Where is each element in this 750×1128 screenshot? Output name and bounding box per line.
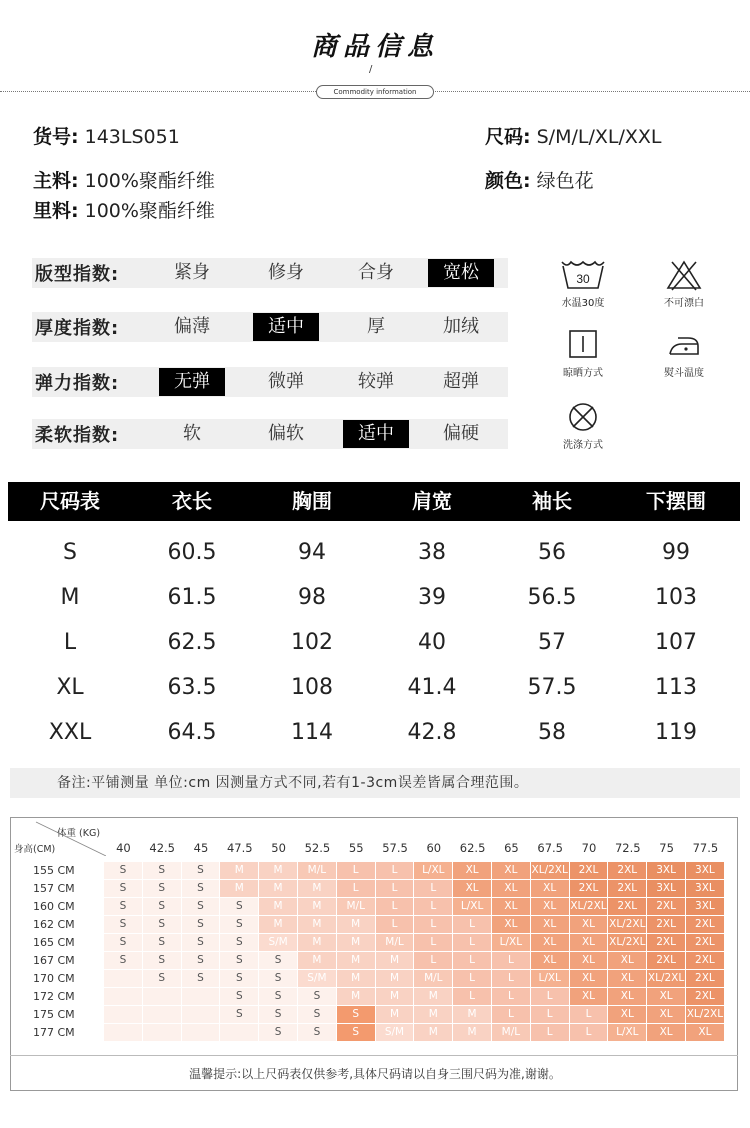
- size-recommendation-cell: M: [453, 1006, 491, 1023]
- size-cell: 40: [418, 630, 446, 655]
- fit-option: 紧身: [174, 262, 210, 283]
- size-cell: 42.8: [407, 720, 457, 745]
- height-label: 160 CM: [33, 900, 75, 913]
- size-recommendation-cell: M: [220, 862, 258, 879]
- size-recommendation-cell: XL: [570, 970, 608, 987]
- size-recommendation-cell: S: [259, 970, 297, 987]
- weight-header: 45: [193, 841, 209, 855]
- size-col-header: 胸围: [292, 489, 332, 513]
- size-cell: 108: [291, 675, 333, 700]
- size-recommendation-cell: S: [220, 952, 258, 969]
- elasticity-option: 无弹: [159, 368, 225, 396]
- size-recommendation-cell: XL: [492, 916, 530, 933]
- size-recommendation-cell: L: [376, 880, 414, 897]
- size-recommendation-cell: S: [220, 916, 258, 933]
- size-recommendation-cell: S: [143, 898, 181, 915]
- size-cell: 57.5: [527, 675, 577, 700]
- thickness-option: 厚: [367, 316, 385, 337]
- size-recommendation-cell: L/XL: [608, 1024, 646, 1041]
- softness-option: 偏硬: [443, 423, 479, 444]
- item-number-value: 143LS051: [84, 126, 180, 148]
- size-cell: 119: [655, 720, 697, 745]
- size-cell: 58: [538, 720, 566, 745]
- size-recommendation-cell: S: [298, 988, 336, 1005]
- size-cell: 41.4: [407, 675, 457, 700]
- size-recommendation-cell: L: [376, 862, 414, 879]
- size-recommendation-cell: L: [414, 934, 452, 951]
- height-label: 170 CM: [33, 972, 75, 985]
- size-recommendation-cell: S: [143, 970, 181, 987]
- no-bleach-icon: [664, 258, 704, 292]
- size-recommendation-cell: L: [453, 988, 491, 1005]
- weight-header: 75: [659, 841, 674, 855]
- size-cell: 61.5: [167, 585, 217, 610]
- elasticity-index-label: 弹力指数:: [35, 373, 120, 394]
- size-recommendation-cell: 3XL: [647, 862, 685, 879]
- size-recommendation-cell: XL: [647, 1024, 685, 1041]
- size-cell: 107: [655, 630, 697, 655]
- size-recommendation-cell: S: [182, 970, 220, 987]
- size-recommendation-cell: L: [570, 1024, 608, 1041]
- size-recommendation-cell: [182, 988, 220, 1005]
- size-recommendation-cell: S: [259, 988, 297, 1005]
- size-recommendation-cell: M/L: [298, 862, 336, 879]
- size-recommendation-cell: XL: [531, 952, 569, 969]
- size-col-header: 衣长: [172, 489, 212, 513]
- weight-header: 55: [348, 841, 364, 855]
- height-label: 157 CM: [33, 882, 75, 895]
- size-recommendation-cell: L/XL: [453, 898, 491, 915]
- main-material-value: 100%聚酯纤维: [84, 170, 215, 192]
- size-table-body: [8, 538, 740, 763]
- size-recommendation-cell: M: [337, 988, 375, 1005]
- size-recommendation-cell: S/M: [298, 970, 336, 987]
- size-recommendation-cell: 2XL: [570, 880, 608, 897]
- size-recommendation-cell: XL/2XL: [608, 916, 646, 933]
- size-recommendation-cell: XL: [492, 898, 530, 915]
- size-recommendation-cell: 2XL: [686, 916, 724, 933]
- size-recommendation-cell: XL: [570, 916, 608, 933]
- size-recommendation-cell: S: [182, 934, 220, 951]
- color-value: 绿色花: [536, 170, 594, 192]
- size-recommendation-cell: 2XL: [647, 916, 685, 933]
- lining-material: [33, 196, 215, 223]
- size-recommendation-cell: 3XL: [686, 898, 724, 915]
- size-recommendation-cell: L: [337, 862, 375, 879]
- lining-value: 100%聚酯纤维: [84, 200, 215, 222]
- size-recommendation-cell: 2XL: [608, 898, 646, 915]
- softness-index-row: [32, 419, 508, 449]
- no-dryclean-icon: [563, 400, 603, 434]
- size-recommendation-cell: M: [376, 988, 414, 1005]
- size-recommendation-cell: S: [143, 862, 181, 879]
- page-title: 商品信息: [310, 32, 439, 62]
- size-recommendation-cell: [104, 988, 142, 1005]
- weight-header: 50: [271, 841, 286, 855]
- size-recommendation-cell: XL: [608, 952, 646, 969]
- size-recommendation-grid: [11, 818, 737, 1054]
- size-recommendation-cell: L/XL: [492, 934, 530, 951]
- thickness-option: 偏薄: [174, 316, 210, 337]
- color-label: 颜色:: [485, 170, 531, 192]
- size-recommendation-cell: 2XL: [686, 970, 724, 987]
- size-row-label: XXL: [48, 720, 92, 745]
- thickness-option: 适中: [253, 313, 319, 341]
- size-recommendation-cell: 2XL: [686, 952, 724, 969]
- fit-index-row: [32, 258, 508, 288]
- size-recommendation-cell: 2XL: [570, 862, 608, 879]
- size-recommendation-cell: 3XL: [686, 880, 724, 897]
- weight-header: 42.5: [149, 841, 175, 855]
- size-recommendation-cell: XL: [492, 880, 530, 897]
- size-recommendation-cell: L: [376, 898, 414, 915]
- size-recommendation-cell: XL: [531, 880, 569, 897]
- title-slash: /: [369, 64, 373, 75]
- item-number: [33, 122, 180, 149]
- size-recommendation-cell: XL/2XL: [570, 898, 608, 915]
- size-recommendation-cell: 3XL: [647, 880, 685, 897]
- size-recommendation-cell: XL: [608, 988, 646, 1005]
- size-recommendation-cell: M: [259, 880, 297, 897]
- care-bleach: [639, 258, 729, 309]
- size-recommendation-cell: [104, 1006, 142, 1023]
- weight-header: 72.5: [614, 841, 641, 855]
- weight-header: 65: [504, 841, 519, 855]
- weight-header: 67.5: [537, 841, 563, 855]
- size-recommendation-cell: S/M: [259, 934, 297, 951]
- size-cell: 56.5: [527, 585, 577, 610]
- size-recommendation-cell: S: [104, 898, 142, 915]
- size-recommendation-cell: L: [453, 970, 491, 987]
- size-recommendation-cell: XL: [492, 862, 530, 879]
- size-recommendation-cell: XL: [647, 988, 685, 1005]
- size-recommendation-cell: M/L: [337, 898, 375, 915]
- size-cell: 113: [655, 675, 697, 700]
- size-cell: 63.5: [167, 675, 217, 700]
- size-recommendation-cell: 2XL: [608, 862, 646, 879]
- size-recommendation-cell: L: [531, 1024, 569, 1041]
- size-recommendation-cell: 3XL: [686, 862, 724, 879]
- measurement-note: 备注:平铺测量 单位:cm 因测量方式不同,若有1-3cm误差皆属合理范围。: [10, 768, 740, 798]
- size-recommendation-cell: [104, 970, 142, 987]
- weight-header: 77.5: [692, 841, 719, 855]
- weight-header: 47.5: [226, 841, 253, 855]
- size-recommendation-cell: L: [376, 916, 414, 933]
- size-recommendation-cell: XL: [686, 1024, 724, 1041]
- size-recommendation-cell: S: [182, 898, 220, 915]
- weight-header: 40: [116, 841, 131, 855]
- size-recommendation-cell: [182, 1024, 220, 1041]
- size-recommendation-cell: L: [414, 880, 452, 897]
- elasticity-option: 较弹: [358, 371, 394, 392]
- wash-temp: 30: [576, 272, 590, 286]
- height-label: 162 CM: [33, 918, 75, 931]
- size-recommendation-cell: S: [259, 1024, 297, 1041]
- softness-option: 软: [183, 423, 201, 444]
- main-material: [33, 166, 215, 193]
- size-recommendation-cell: L: [453, 916, 491, 933]
- size-recommendation-cell: 2XL: [647, 952, 685, 969]
- thickness-index-label: 厚度指数:: [35, 318, 120, 339]
- size-recommendation-cell: L: [492, 952, 530, 969]
- size-recommendation-cell: XL: [608, 970, 646, 987]
- size-recommendation-cell: S: [143, 952, 181, 969]
- size-cell: 56: [538, 540, 566, 565]
- fit-option: 合身: [358, 262, 394, 283]
- elasticity-option: 微弹: [268, 371, 304, 392]
- item-number-label: 货号:: [33, 126, 79, 148]
- care-iron: [639, 328, 729, 379]
- size-recommendation-cell: M: [298, 880, 336, 897]
- size-recommendation-cell: XL/2XL: [531, 862, 569, 879]
- softness-option: 适中: [343, 420, 409, 448]
- care-label: 熨斗温度: [664, 368, 704, 379]
- size-recommendation-cell: M: [376, 952, 414, 969]
- iron-icon: [664, 328, 704, 362]
- size-recommendation-cell: M: [298, 934, 336, 951]
- size-recommendation-cell: L/XL: [531, 970, 569, 987]
- size-recommendation-cell: M: [376, 1006, 414, 1023]
- softness-index-label: 柔软指数:: [35, 425, 120, 446]
- care-washing: [538, 400, 628, 451]
- size-recommendation-cell: S: [298, 1024, 336, 1041]
- size-recommendation-cell: S: [337, 1006, 375, 1023]
- size-recommendation-cell: 2XL: [647, 934, 685, 951]
- lining-label: 里料:: [33, 200, 79, 222]
- size-row-label: M: [60, 585, 80, 610]
- size-recommendation-cell: M: [298, 916, 336, 933]
- height-label: 155 CM: [33, 864, 75, 877]
- size-recommendation-cell: S/M: [376, 1024, 414, 1041]
- size-recommendation-cell: XL: [531, 898, 569, 915]
- size-recommendation-cell: S: [259, 1006, 297, 1023]
- dry-icon: [563, 328, 603, 362]
- size-recommendation-cell: M: [414, 988, 452, 1005]
- size-recommendation-cell: M: [337, 916, 375, 933]
- size-col-header: 肩宽: [412, 489, 452, 513]
- main-material-label: 主料:: [33, 170, 79, 192]
- size-recommendation-cell: M/L: [492, 1024, 530, 1041]
- size-recommendation-cell: S: [220, 1006, 258, 1023]
- size-cell: 94: [298, 540, 326, 565]
- elasticity-option: 超弹: [443, 371, 479, 392]
- size-recommendation-cell: L/XL: [414, 862, 452, 879]
- size-table-header: [8, 482, 740, 521]
- footer-tip: 温馨提示:以上尺码表仅供参考,具体尺码请以自身三围尺码为准,谢谢。: [189, 1067, 561, 1081]
- size-recommendation-cell: S: [104, 934, 142, 951]
- size-recommendation-cell: M: [259, 898, 297, 915]
- size-recommendation-cell: L: [453, 934, 491, 951]
- size-cell: 62.5: [167, 630, 217, 655]
- size-recommendation-cell: S: [182, 880, 220, 897]
- fit-option: 宽松: [428, 259, 494, 287]
- size-cell: 38: [418, 540, 446, 565]
- size-recommendation-cell: M: [337, 952, 375, 969]
- size-recommendation-cell: 2XL: [647, 898, 685, 915]
- size-cell: 102: [291, 630, 333, 655]
- size-recommendation-cell: S: [220, 970, 258, 987]
- size-recommendation-cell: XL: [570, 988, 608, 1005]
- size-row-label: S: [63, 540, 77, 565]
- size-recommendation-cell: XL: [453, 862, 491, 879]
- size-recommendation-cell: [104, 1024, 142, 1041]
- size-recommendation-cell: S: [104, 862, 142, 879]
- size-recommendation-cell: XL/2XL: [686, 1006, 724, 1023]
- size-recommendation-cell: XL: [531, 916, 569, 933]
- size-cell: 64.5: [167, 720, 217, 745]
- size-recommendation-cell: [220, 1024, 258, 1041]
- size-recommendation-cell: L: [337, 880, 375, 897]
- weight-header: 52.5: [304, 841, 331, 855]
- care-label: 水温30度: [561, 298, 605, 309]
- size-recommendation-cell: M/L: [376, 934, 414, 951]
- size-recommendation-cell: S: [220, 898, 258, 915]
- weight-header: 70: [581, 841, 597, 855]
- size-recommendation-cell: M: [298, 898, 336, 915]
- height-label: 165 CM: [33, 936, 75, 949]
- size-recommendation-cell: M: [337, 970, 375, 987]
- weight-height-chart: [10, 817, 738, 1091]
- size-recommendation-cell: S: [182, 862, 220, 879]
- size-recommendation-cell: S: [143, 880, 181, 897]
- size-recommendation-cell: S: [259, 952, 297, 969]
- height-axis-label: 身高(CM): [14, 844, 56, 855]
- size-recommendation-cell: S: [104, 952, 142, 969]
- subtitle-pill: Commodity information: [316, 85, 434, 99]
- size-col-header: 尺码表: [40, 489, 100, 513]
- footer-divider: [10, 1055, 738, 1056]
- size-info: [485, 122, 661, 149]
- size-recommendation-cell: XL/2XL: [608, 934, 646, 951]
- size-recommendation-cell: L: [453, 952, 491, 969]
- height-label: 172 CM: [33, 990, 75, 1003]
- size-value: S/M/L/XL/XXL: [536, 126, 662, 148]
- size-recommendation-cell: XL: [531, 934, 569, 951]
- care-wash: [538, 258, 628, 309]
- size-recommendation-cell: S: [220, 934, 258, 951]
- size-cell: 99: [662, 540, 690, 565]
- care-dry: [538, 328, 628, 379]
- size-recommendation-cell: M: [220, 880, 258, 897]
- thickness-index-row: [32, 312, 508, 342]
- height-label: 167 CM: [33, 954, 75, 967]
- size-recommendation-cell: 2XL: [608, 880, 646, 897]
- size-recommendation-cell: 2XL: [686, 988, 724, 1005]
- elasticity-index-row: [32, 367, 508, 397]
- wash-30-icon: [559, 258, 607, 292]
- size-recommendation-cell: L: [492, 988, 530, 1005]
- size-recommendation-cell: XL/2XL: [647, 970, 685, 987]
- height-label: 175 CM: [33, 1008, 75, 1021]
- size-recommendation-cell: 2XL: [686, 934, 724, 951]
- size-recommendation-cell: L: [492, 970, 530, 987]
- size-recommendation-cell: S: [182, 952, 220, 969]
- size-col-header: 袖长: [532, 489, 572, 513]
- size-recommendation-cell: [143, 988, 181, 1005]
- size-recommendation-cell: L: [492, 1006, 530, 1023]
- size-recommendation-cell: M: [414, 1006, 452, 1023]
- care-label: 晾晒方式: [563, 368, 603, 379]
- size-recommendation-cell: XL: [647, 1006, 685, 1023]
- fit-index-label: 版型指数:: [35, 264, 120, 285]
- size-recommendation-cell: XL: [453, 880, 491, 897]
- size-recommendation-cell: [143, 1006, 181, 1023]
- size-recommendation-cell: L: [414, 916, 452, 933]
- size-recommendation-cell: L: [414, 898, 452, 915]
- size-recommendation-cell: S: [143, 916, 181, 933]
- care-label: 不可漂白: [664, 298, 704, 309]
- weight-header: 60: [426, 841, 442, 855]
- size-label: 尺码:: [485, 126, 531, 148]
- size-recommendation-cell: S: [337, 1024, 375, 1041]
- size-recommendation-cell: XL: [608, 1006, 646, 1023]
- thickness-option: 加绒: [443, 316, 479, 337]
- size-cell: 57: [538, 630, 566, 655]
- color-info: [485, 166, 594, 193]
- size-recommendation-cell: M: [453, 1024, 491, 1041]
- size-cell: 103: [655, 585, 697, 610]
- size-recommendation-cell: M: [259, 862, 297, 879]
- size-row-label: XL: [56, 675, 84, 700]
- size-recommendation-cell: L: [531, 1006, 569, 1023]
- care-label: 洗涤方式: [563, 440, 603, 451]
- weight-header: 62.5: [459, 841, 486, 855]
- size-col-header: 下摆围: [646, 489, 706, 513]
- height-label: 177 CM: [33, 1026, 75, 1039]
- size-recommendation-cell: L: [570, 1006, 608, 1023]
- size-recommendation-cell: S: [220, 988, 258, 1005]
- size-cell: 114: [291, 720, 333, 745]
- size-recommendation-cell: L: [531, 988, 569, 1005]
- size-recommendation-cell: M: [337, 934, 375, 951]
- size-cell: 60.5: [167, 540, 217, 565]
- fit-option: 修身: [268, 262, 304, 283]
- size-cell: 39: [418, 585, 446, 610]
- size-recommendation-cell: L: [414, 952, 452, 969]
- weight-header: 57.5: [382, 841, 408, 855]
- size-cell: 98: [298, 585, 326, 610]
- size-recommendation-cell: [182, 1006, 220, 1023]
- size-recommendation-cell: S: [298, 1006, 336, 1023]
- size-recommendation-cell: M: [414, 1024, 452, 1041]
- size-row-label: L: [63, 630, 77, 655]
- size-recommendation-cell: XL: [570, 934, 608, 951]
- size-recommendation-cell: M/L: [414, 970, 452, 987]
- weight-axis-label: 体重 (KG): [57, 828, 101, 839]
- size-recommendation-cell: [143, 1024, 181, 1041]
- size-recommendation-cell: S: [143, 934, 181, 951]
- size-recommendation-cell: M: [259, 916, 297, 933]
- size-recommendation-cell: XL: [570, 952, 608, 969]
- size-recommendation-cell: M: [376, 970, 414, 987]
- size-recommendation-cell: S: [182, 916, 220, 933]
- size-recommendation-cell: S: [104, 916, 142, 933]
- size-recommendation-cell: S: [104, 880, 142, 897]
- size-recommendation-cell: M: [298, 952, 336, 969]
- softness-option: 偏软: [268, 423, 304, 444]
